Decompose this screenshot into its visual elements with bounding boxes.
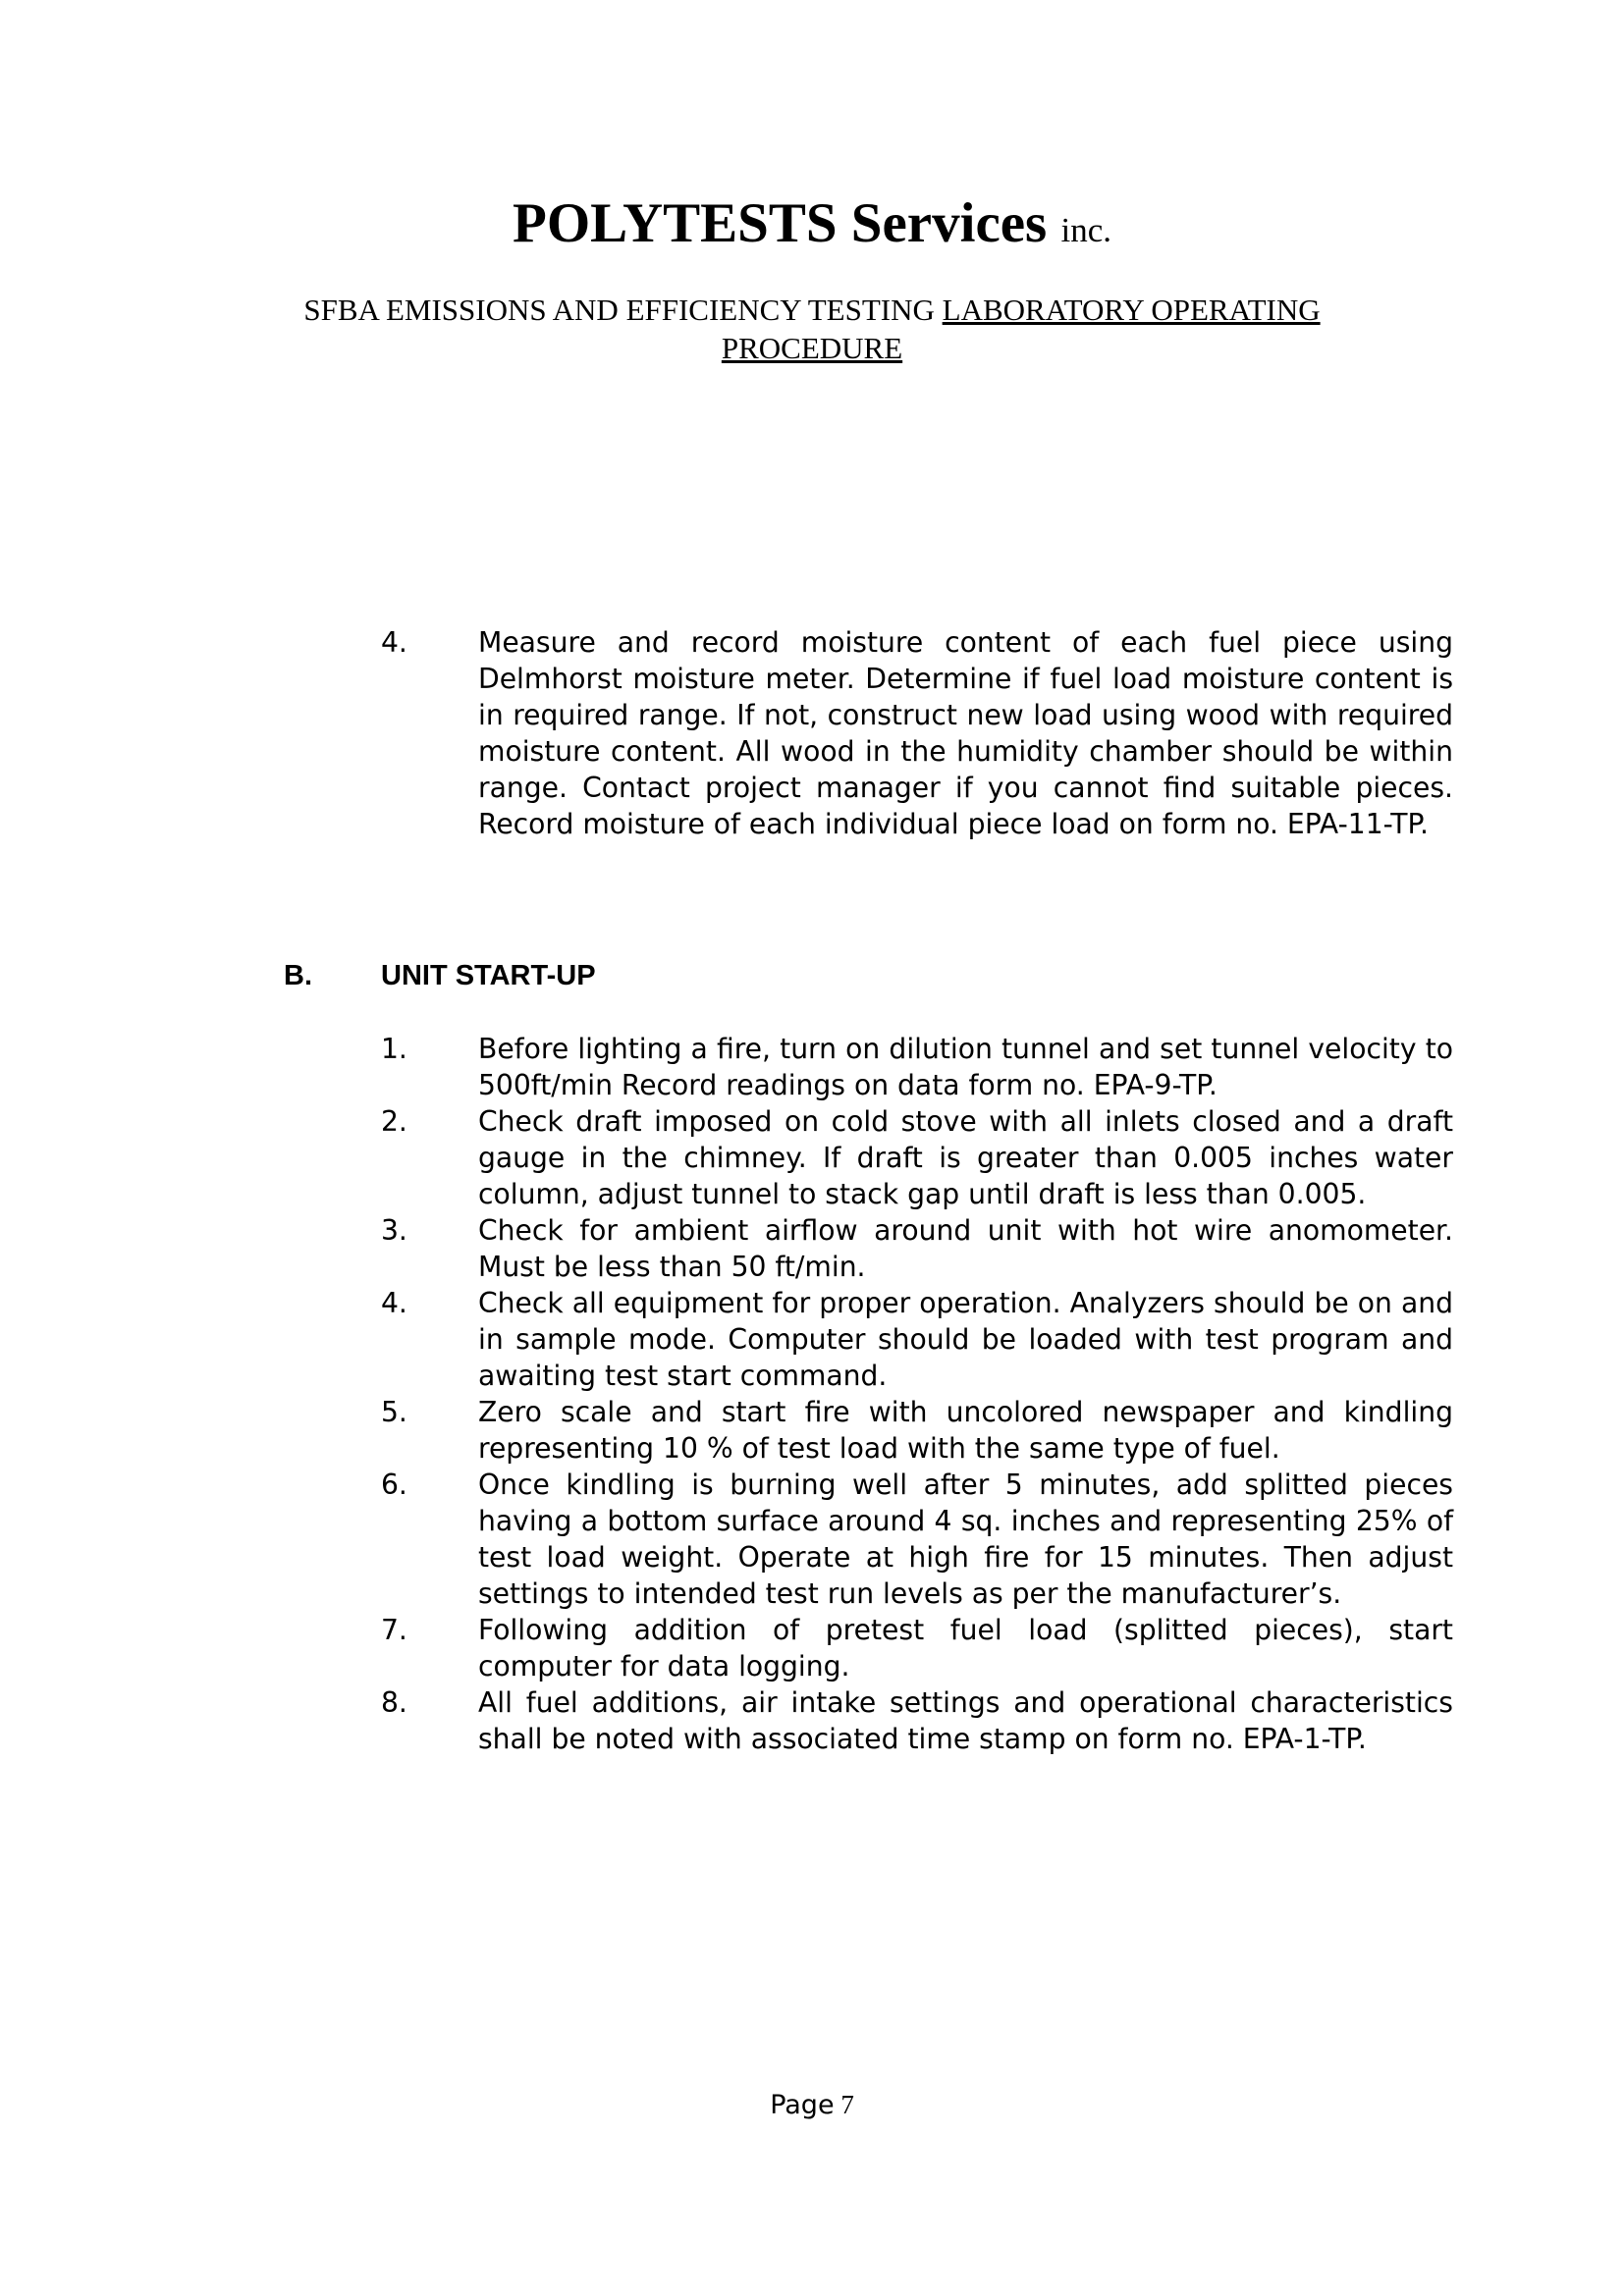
list-item-number: 5. (381, 1396, 407, 1428)
list-item-text: Check draft imposed on cold stove with all inlets closed and a draft gauge in the chimney. If draft is greater than 0.005 inches water column, adjust tunnel to stack gap until draft is less than 0.005. (478, 1105, 1453, 1211)
list-item-text: Check all equipment for proper operation. Analyzers should be on and in sample mode. Computer should be loaded with test program and awaiting test start command. (478, 1287, 1453, 1393)
document-subtitle (265, 291, 1359, 367)
list-item-number: 7. (381, 1614, 407, 1646)
list-item-text: Before lighting a fire, turn on dilution tunnel and set tunnel velocity to 500ft/min Record readings on data form no. EPA-9-TP. (478, 1033, 1453, 1102)
list-item-text: Following addition of pretest fuel load (splitted pieces), start computer for data logging. (478, 1614, 1453, 1683)
list-item-number: 4. (381, 1287, 407, 1319)
list-item (381, 1394, 1453, 1467)
page-number: 7 (840, 2090, 854, 2119)
list-item-text: Check for ambient airflow around unit with hot wire anomometer. Must be less than 50 ft/min. (478, 1214, 1453, 1284)
list-item-text: All fuel additions, air intake settings and operational characteristics shall be noted with associated time stamp on form no. EPA-1-TP. (478, 1686, 1453, 1756)
company-title (0, 188, 1624, 266)
list-item-text: Measure and record moisture content of each fuel piece using Delmhorst moisture meter. Determine if fuel load moisture content is in required range. If not, construct new load using wood with required moisture content. All wood in the humidity chamber should be within range. Contact project manager if you cannot find suitable pieces. Record moisture of each individual piece load on form no. EPA-11-TP. (478, 626, 1453, 841)
page-footer (0, 2088, 1624, 2122)
list-item (381, 1031, 1453, 1103)
page-label: Page (770, 2090, 835, 2120)
list-item (381, 1103, 1453, 1212)
subtitle-plain: SFBA EMISSIONS AND EFFICIENCY TESTING (303, 293, 935, 327)
section-letter: B. (284, 960, 312, 991)
preceding-list-item (381, 624, 1453, 843)
subtitle-underlined-1: LABORATORY OPERATING (942, 293, 1321, 327)
list-item (381, 1684, 1453, 1757)
list-item-number: 4. (381, 626, 407, 659)
list-item-number: 8. (381, 1686, 407, 1719)
list-item (381, 1612, 1453, 1684)
company-name: POLYTESTS Services (513, 192, 1048, 254)
list-item-number: 3. (381, 1214, 407, 1247)
list-item-text: Zero scale and start fire with uncolored newspaper and kindling representing 10 % of test load with the same type of fuel. (478, 1396, 1453, 1466)
list-item-number: 1. (381, 1033, 407, 1065)
subtitle-underlined-2: PROCEDURE (721, 331, 903, 365)
list-item (381, 1467, 1453, 1612)
list-item-text: Once kindling is burning well after 5 minutes, add splitted pieces having a bottom surface around 4 sq. inches and representing 25% of test load weight. Operate at high fire for 15 minutes. Then adjust settings to intended test run levels as per the manufacturer’s. (478, 1468, 1453, 1611)
list-item (381, 1285, 1453, 1394)
list-item-number: 2. (381, 1105, 407, 1138)
list-item (381, 1212, 1453, 1285)
list-item-number: 6. (381, 1468, 407, 1501)
section-heading: UNIT START-UP (381, 960, 596, 991)
company-suffix: inc. (1060, 211, 1111, 249)
